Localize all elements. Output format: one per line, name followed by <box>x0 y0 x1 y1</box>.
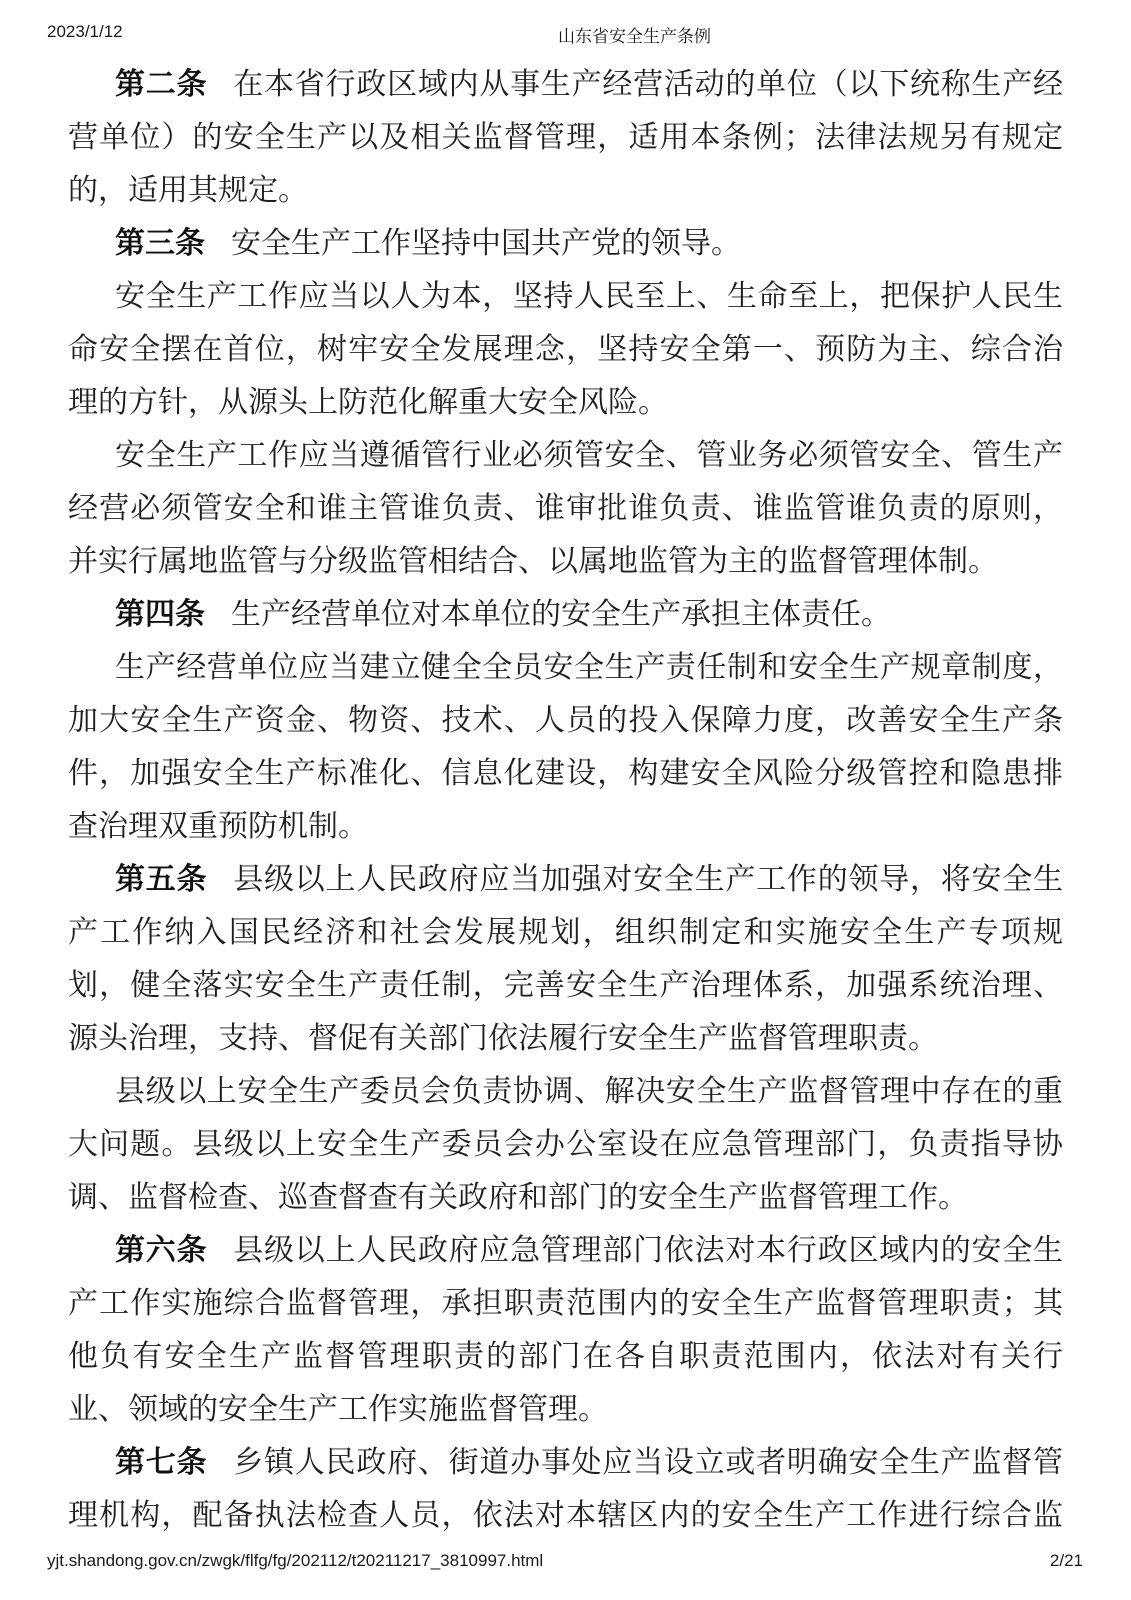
paragraph <box>68 641 1063 853</box>
text-line <box>68 1330 1063 1383</box>
text-line <box>68 1012 1063 1065</box>
header-document-title: 山东省安全生产条例 <box>558 27 711 46</box>
article-number: 第二条 <box>115 68 208 101</box>
article-number: 第五条 <box>115 863 208 896</box>
line-text: 县级以上人民政府应急管理部门依法对本行政区域内的安全生 <box>233 1234 1063 1267</box>
line-text: 并实行属地监管与分级监管相结合、以属地监管为主的监督管理体制。 <box>68 545 998 578</box>
paragraph <box>68 588 1063 641</box>
line-text: 的，适用其规定。 <box>68 174 308 207</box>
line-text: 产工作纳入国民经济和社会发展规划，组织制定和实施安全生产专项规 <box>68 916 1063 949</box>
text-line <box>68 1065 1063 1118</box>
paragraph <box>68 429 1063 588</box>
line-text: 加大安全生产资金、物资、技术、人员的投入保障力度，改善安全生产条 <box>68 704 1063 737</box>
text-line <box>68 906 1063 959</box>
text-line <box>68 111 1063 164</box>
paragraph <box>68 1065 1063 1224</box>
paragraph <box>68 1436 1063 1542</box>
text-line <box>68 1224 1063 1277</box>
article-number: 第七条 <box>115 1446 208 1479</box>
document-body <box>68 58 1063 1542</box>
text-line <box>68 217 1063 270</box>
line-text: 产工作实施综合监督管理，承担职责范围内的安全生产监督管理职责；其 <box>68 1287 1063 1320</box>
paragraph <box>68 58 1063 217</box>
text-line <box>68 429 1063 482</box>
article-number: 第六条 <box>115 1234 208 1267</box>
line-text: 查治理双重预防机制。 <box>68 810 368 843</box>
article-number: 第四条 <box>115 598 205 631</box>
text-line <box>68 164 1063 217</box>
page-header <box>0 22 1131 44</box>
text-line <box>68 58 1063 111</box>
line-text: 划，健全落实安全生产责任制，完善安全生产治理体系，加强系统治理、 <box>68 969 1063 1002</box>
paragraph <box>68 270 1063 429</box>
line-text: 件，加强安全生产标准化、信息化建设，构建安全风险分级管控和隐患排 <box>68 757 1063 790</box>
text-line <box>68 1436 1063 1489</box>
paragraph <box>68 853 1063 1065</box>
line-text: 理的方针，从源头上防范化解重大安全风险。 <box>68 386 668 419</box>
text-line <box>68 800 1063 853</box>
footer-url: yjt.shandong.gov.cn/zwgk/flfg/fg/202112/t20211217_3810997.html <box>47 1551 544 1570</box>
text-line <box>68 1383 1063 1436</box>
text-line <box>68 1171 1063 1224</box>
line-text: 在本省行政区域内从事生产经营活动的单位（以下统称生产经 <box>233 68 1063 101</box>
line-text: 调、监督检查、巡查督查有关政府和部门的安全生产监督管理工作。 <box>68 1181 968 1214</box>
article-number: 第三条 <box>115 227 205 260</box>
line-text: 他负有安全生产监督管理职责的部门在各自职责范围内，依法对有关行 <box>68 1340 1063 1373</box>
line-text: 生产经营单位对本单位的安全生产承担主体责任。 <box>231 598 891 631</box>
text-line <box>68 641 1063 694</box>
text-line <box>68 482 1063 535</box>
text-line <box>68 1277 1063 1330</box>
line-text: 大问题。县级以上安全生产委员会办公室设在应急管理部门，负责指导协 <box>68 1128 1063 1161</box>
line-text: 理机构，配备执法检查人员，依法对本辖区内的安全生产工作进行综合监 <box>68 1499 1063 1532</box>
paragraph <box>68 217 1063 270</box>
text-line <box>68 588 1063 641</box>
line-text: 县级以上人民政府应当加强对安全生产工作的领导，将安全生 <box>233 863 1063 896</box>
line-text: 县级以上安全生产委员会负责协调、解决安全生产监督管理中存在的重 <box>115 1075 1063 1108</box>
line-text: 营单位）的安全生产以及相关监督管理，适用本条例；法律法规另有规定 <box>68 121 1063 154</box>
line-text: 命安全摆在首位，树牢安全发展理念，坚持安全第一、预防为主、综合治 <box>68 333 1063 366</box>
line-text: 安全生产工作应当以人为本，坚持人民至上、生命至上，把保护人民生 <box>115 280 1063 313</box>
text-line <box>68 959 1063 1012</box>
text-line <box>68 747 1063 800</box>
text-line <box>68 535 1063 588</box>
header-date: 2023/1/12 <box>47 22 123 41</box>
text-line <box>68 270 1063 323</box>
line-text: 安全生产工作应当遵循管行业必须管安全、管业务必须管安全、管生产 <box>115 439 1063 472</box>
page-footer <box>47 1551 1083 1573</box>
text-line <box>68 376 1063 429</box>
line-text: 安全生产工作坚持中国共产党的领导。 <box>231 227 741 260</box>
text-line <box>68 1118 1063 1171</box>
line-text: 经营必须管安全和谁主管谁负责、谁审批谁负责、谁监管谁负责的原则， <box>68 492 1063 525</box>
text-line <box>68 1489 1063 1542</box>
line-text: 源头治理，支持、督促有关部门依法履行安全生产监督管理职责。 <box>68 1022 938 1055</box>
text-line <box>68 853 1063 906</box>
paragraph <box>68 1224 1063 1436</box>
text-line <box>68 323 1063 376</box>
footer-page-number: 2/21 <box>1049 1551 1083 1570</box>
line-text: 乡镇人民政府、街道办事处应当设立或者明确安全生产监督管 <box>233 1446 1063 1479</box>
line-text: 生产经营单位应当建立健全全员安全生产责任制和安全生产规章制度， <box>115 651 1063 684</box>
text-line <box>68 694 1063 747</box>
line-text: 业、领域的安全生产工作实施监督管理。 <box>68 1393 608 1426</box>
